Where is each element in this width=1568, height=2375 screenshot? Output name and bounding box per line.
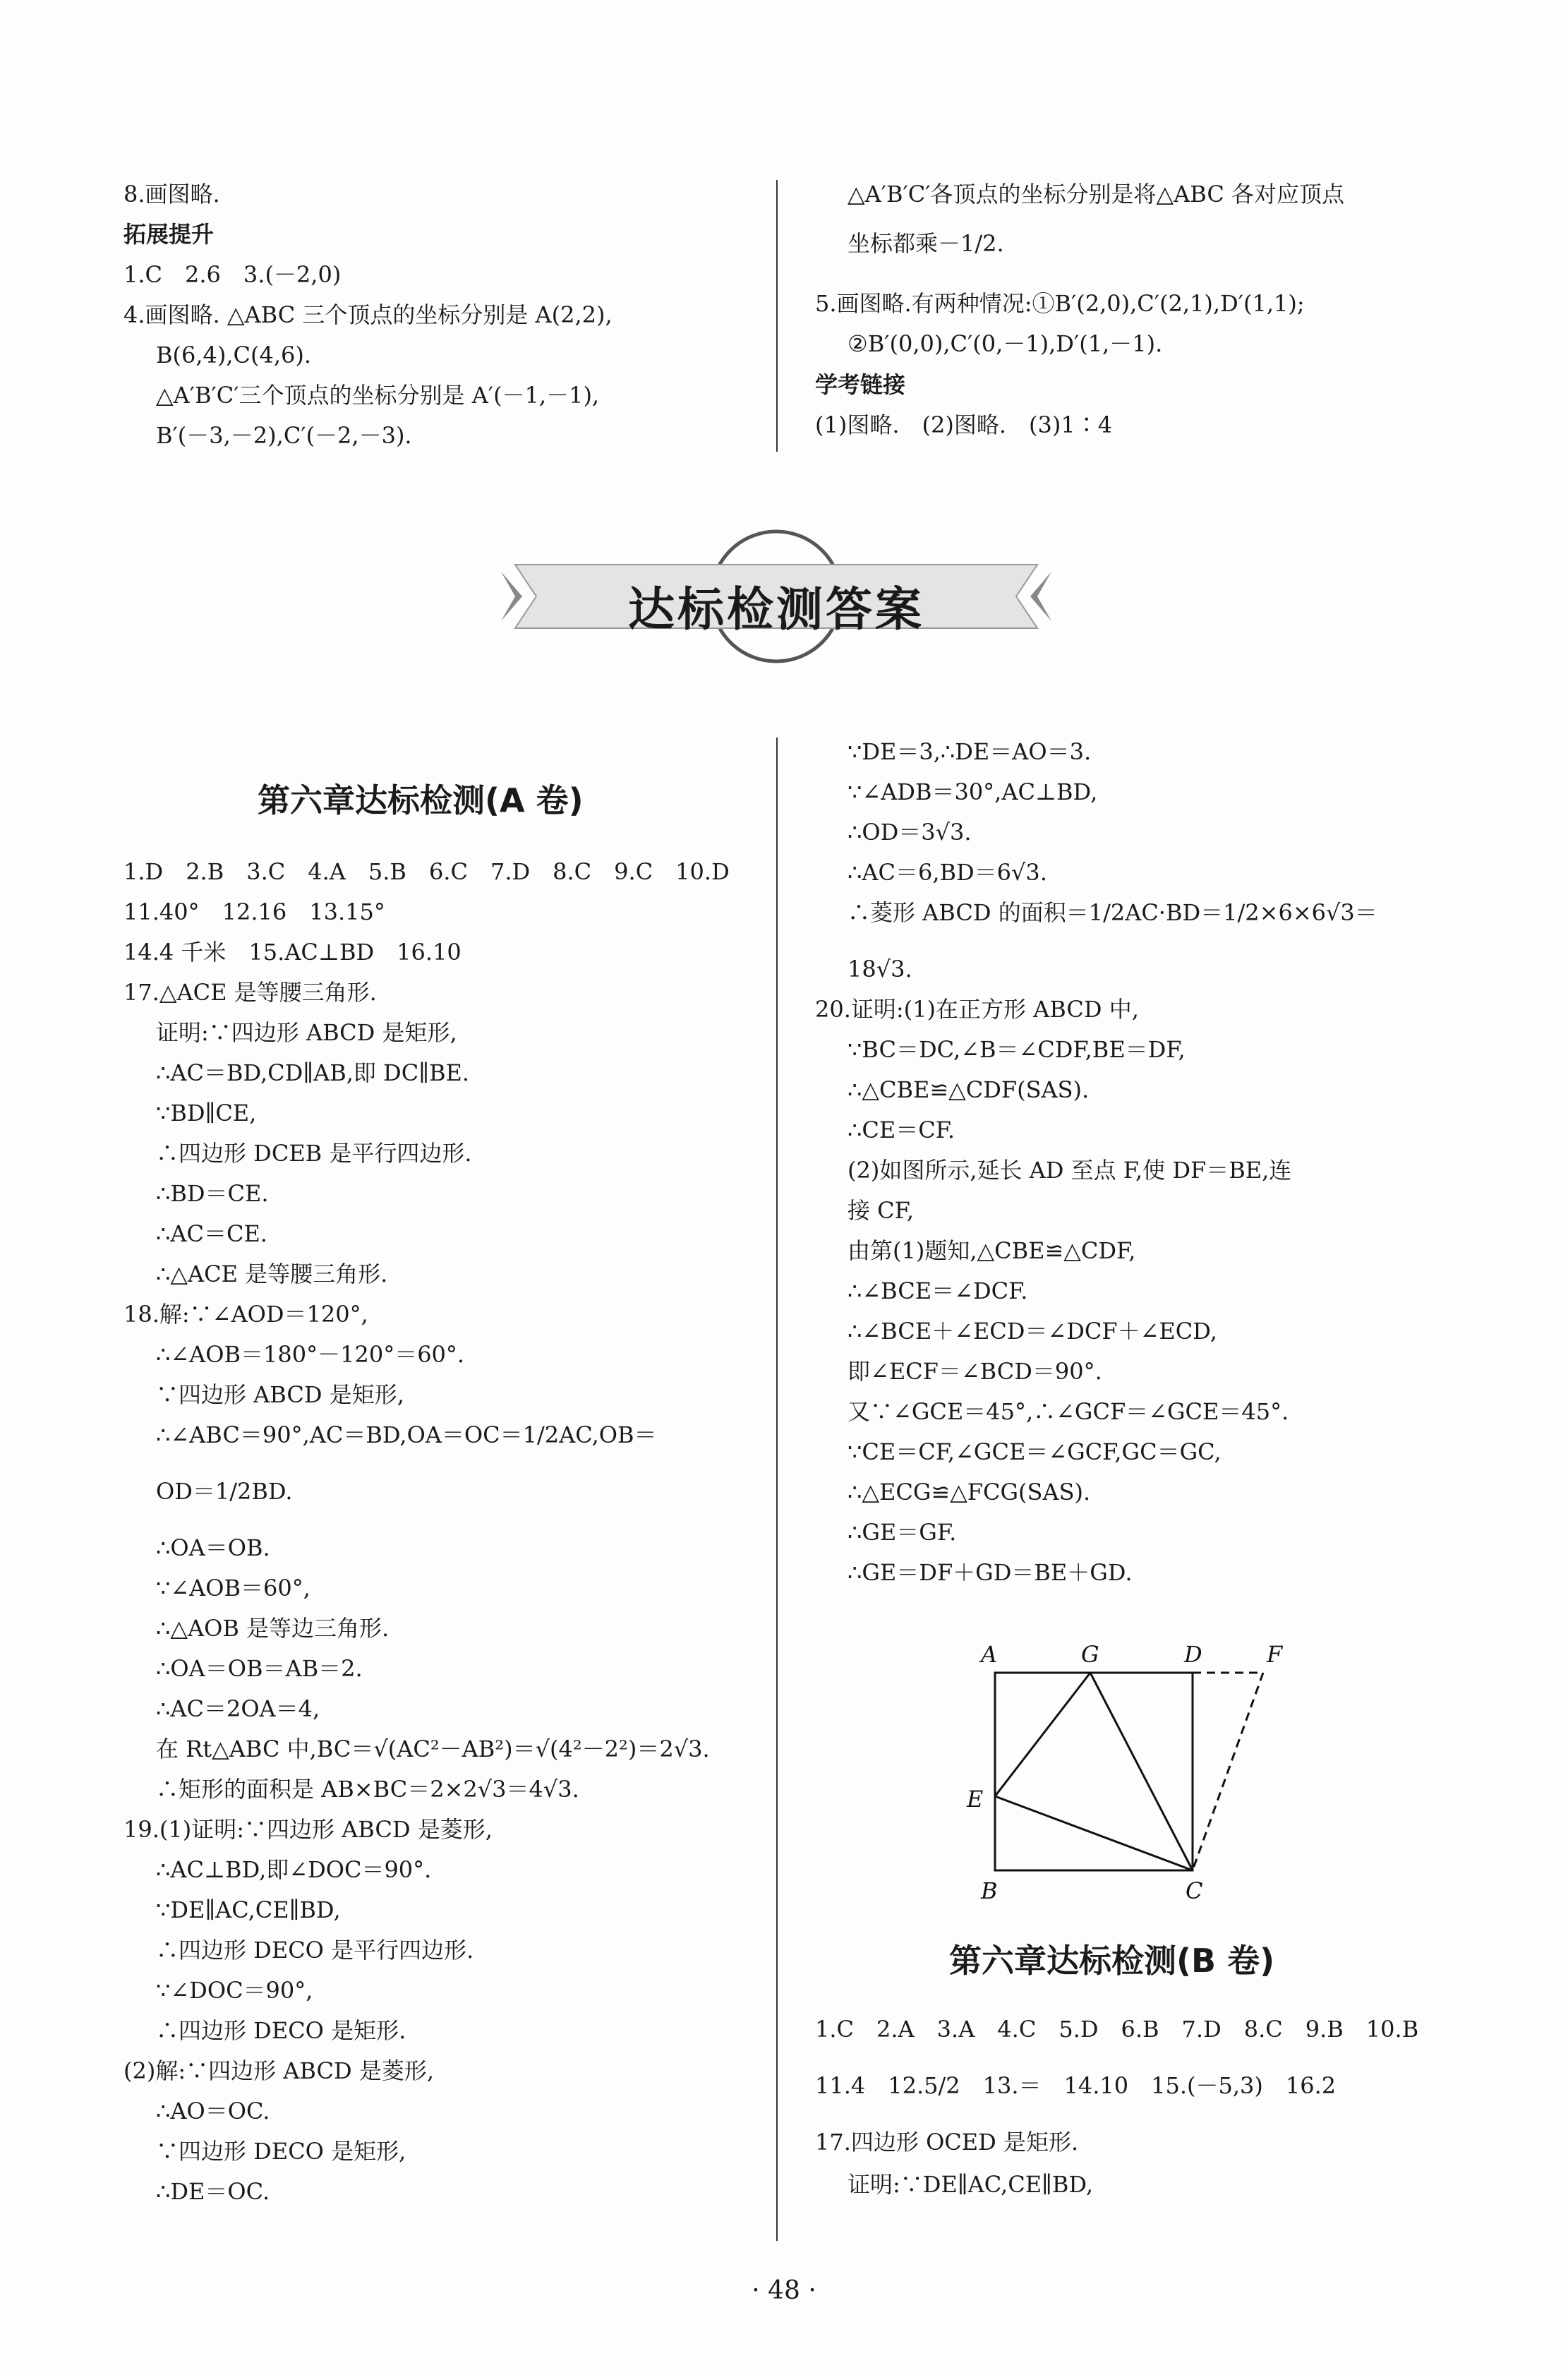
banner-title: 达标检测答案 — [628, 582, 924, 637]
text-line: ∴AC＝2OA＝4, — [156, 1695, 320, 1722]
text-line: B′(－3,－2),C′(－2,－3). — [156, 422, 412, 449]
text-line: ∵CE＝CF,∠GCE＝∠GCF,GC＝GC, — [848, 1438, 1222, 1465]
text-line: 证明:∵DE∥AC,CE∥BD, — [848, 2171, 1094, 2198]
text-line: 由第(1)题知,△CBE≌△CDF, — [848, 1237, 1136, 1264]
text-line: 11.4 12.5/2 13.＝ 14.10 15.(－5,3) 16.2 — [815, 2072, 1337, 2099]
text-line: ∴DE＝OC. — [156, 2178, 270, 2205]
vertex-label-b: B — [981, 1877, 998, 1904]
text-line: 8.画图略. — [123, 181, 220, 208]
text-line: ∴△CBE≌△CDF(SAS). — [848, 1076, 1090, 1103]
text-line: ∴OA＝OB. — [156, 1534, 270, 1561]
vertex-label-d: D — [1184, 1641, 1202, 1668]
text-line: ∴四边形 DECO 是矩形. — [156, 2017, 406, 2044]
text-line: ∴GE＝GF. — [848, 1519, 957, 1546]
text-line: ∵∠DOC＝90°, — [156, 1977, 313, 2004]
text-line: ∴∠BCE＝∠DCF. — [848, 1277, 1028, 1304]
text-line: 14.4 千米 15.AC⊥BD 16.10 — [123, 939, 462, 966]
text-line: 证明:∵四边形 ABCD 是矩形, — [156, 1019, 457, 1046]
text-line: 在 Rt△ABC 中,BC＝√(AC²－AB²)＝√(4²－2²)＝2√3. — [156, 1736, 710, 1762]
text-line: ∴△ECG≌△FCG(SAS). — [848, 1479, 1091, 1505]
text-line: ∴菱形 ABCD 的面积＝1/2AC·BD＝1/2×6×6√3＝ — [848, 899, 1377, 926]
text-line: B(6,4),C(4,6). — [156, 342, 312, 368]
section-a-title: 第六章达标检测(A 卷) — [258, 781, 584, 819]
text-line: ∴∠ABC＝90°,AC＝BD,OA＝OC＝1/2AC,OB＝ — [156, 1421, 657, 1448]
square-abcd — [995, 1673, 1193, 1870]
segment-ec — [995, 1796, 1193, 1870]
text-line: 1.C 2.6 3.(－2,0) — [123, 261, 342, 288]
text-line: ∴∠BCE＋∠ECD＝∠DCF＋∠ECD, — [848, 1318, 1217, 1345]
text-line: ∴四边形 DECO 是平行四边形. — [156, 1937, 474, 1964]
text-line: ∵BD∥CE, — [156, 1100, 257, 1126]
text-line: ∵∠AOB＝60°, — [156, 1575, 310, 1601]
text-line: ∴AC＝BD,CD∥AB,即 DC∥BE. — [156, 1059, 470, 1086]
segment-gc — [1090, 1673, 1193, 1870]
text-line: ∵∠ADB＝30°,AC⊥BD, — [848, 778, 1098, 805]
text-line: 17.四边形 OCED 是矩形. — [815, 2129, 1079, 2155]
text-line: ∴AC＝CE. — [156, 1220, 267, 1247]
text-line: ∴∠AOB＝180°－120°＝60°. — [156, 1341, 465, 1368]
square-geometry-figure — [946, 1637, 1313, 1906]
vertex-label-e: E — [967, 1786, 984, 1812]
text-line: 20.证明:(1)在正方形 ABCD 中, — [815, 996, 1139, 1023]
text-line: 17.△ACE 是等腰三角形. — [123, 979, 377, 1006]
text-line: 18.解:∵∠AOD＝120°, — [123, 1301, 368, 1328]
text-line: OD＝1/2BD. — [156, 1478, 293, 1505]
text-line: 即∠ECF＝∠BCD＝90°. — [848, 1358, 1102, 1385]
text-line: ∴GE＝DF＋GD＝BE＋GD. — [848, 1559, 1133, 1586]
text-line: ∴AC＝6,BD＝6√3. — [848, 859, 1047, 886]
text-line: ∵DE∥AC,CE∥BD, — [156, 1896, 341, 1923]
text-line: ∴CE＝CF. — [848, 1117, 955, 1143]
text-line: (2)解:∵四边形 ABCD 是菱形, — [123, 2057, 434, 2084]
top-column-divider — [776, 180, 778, 452]
text-line: (1)图略. (2)图略. (3)1∶4 — [815, 411, 1113, 438]
text-line: 又∵∠GCE＝45°,∴∠GCF＝∠GCE＝45°. — [848, 1398, 1289, 1425]
text-line: 18√3. — [848, 956, 912, 982]
main-column-divider — [776, 738, 778, 2241]
text-line: (2)如图所示,延长 AD 至点 F,使 DF＝BE,连 — [848, 1157, 1292, 1184]
text-line: 4.画图略. △ABC 三个顶点的坐标分别是 A(2,2), — [123, 301, 613, 328]
text-line: 11.40° 12.16 13.15° — [123, 898, 385, 925]
text-line: ∴OA＝OB＝AB＝2. — [156, 1655, 363, 1682]
text-line: ∴四边形 DCEB 是平行四边形. — [156, 1140, 472, 1167]
text-line: 5.画图略.有两种情况:①B′(2,0),C′(2,1),D′(1,1); — [815, 290, 1305, 317]
text-line: 1.C 2.A 3.A 4.C 5.D 6.B 7.D 8.C 9.B 10.B — [815, 2016, 1419, 2043]
text-line: ∴AO＝OC. — [156, 2098, 270, 2124]
segment-fc — [1193, 1673, 1263, 1870]
vertex-label-g: G — [1081, 1641, 1099, 1668]
text-line: ∴OD＝3√3. — [848, 819, 972, 846]
text-line: 拓展提升 — [123, 221, 215, 248]
section-banner — [494, 522, 1059, 671]
text-line: 1.D 2.B 3.C 4.A 5.B 6.C 7.D 8.C 9.C 10.D — [123, 858, 730, 885]
section-b-title: 第六章达标检测(B 卷) — [949, 1942, 1275, 1980]
text-line: ∵BC＝DC,∠B＝∠CDF,BE＝DF, — [848, 1036, 1186, 1063]
text-line: △A′B′C′各顶点的坐标分别是将△ABC 各对应顶点 — [848, 181, 1345, 208]
text-line: ∴△ACE 是等腰三角形. — [156, 1261, 388, 1287]
text-line: ∵四边形 DECO 是矩形, — [156, 2138, 406, 2165]
text-line: ∵DE＝3,∴DE＝AO＝3. — [848, 738, 1092, 765]
text-line: 坐标都乘－1/2. — [848, 230, 1004, 257]
segment-eg — [995, 1673, 1090, 1796]
text-line: 19.(1)证明:∵四边形 ABCD 是菱形, — [123, 1816, 493, 1843]
text-line: ∵四边形 ABCD 是矩形, — [156, 1381, 404, 1408]
text-line: ∴BD＝CE. — [156, 1180, 269, 1207]
vertex-label-c: C — [1186, 1877, 1203, 1904]
text-line: ∴△AOB 是等边三角形. — [156, 1615, 390, 1642]
vertex-label-f: F — [1267, 1641, 1283, 1668]
text-line: △A′B′C′三个顶点的坐标分别是 A′(－1,－1), — [156, 382, 600, 409]
text-line: ∴AC⊥BD,即∠DOC＝90°. — [156, 1856, 432, 1883]
text-line: ②B′(0,0),C′(0,－1),D′(1,－1). — [848, 330, 1163, 357]
page-number: · 48 · — [752, 2276, 816, 2305]
text-line: 学考链接 — [815, 371, 906, 398]
text-line: 接 CF, — [848, 1197, 915, 1224]
vertex-label-a: A — [981, 1641, 998, 1668]
text-line: ∴矩形的面积是 AB×BC＝2×2√3＝4√3. — [156, 1776, 579, 1803]
